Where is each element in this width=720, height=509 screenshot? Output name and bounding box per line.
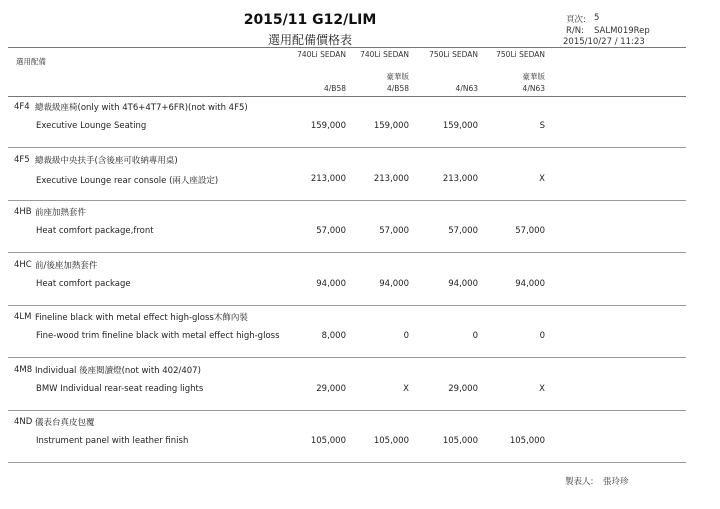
- price-cell: 57,000: [379, 226, 409, 236]
- option-description: Executive Lounge rear console (兩人座設定): [36, 175, 219, 186]
- price-cell: 159,000: [373, 121, 409, 131]
- price-cell: 105,000: [310, 436, 346, 446]
- header-top-rule: [8, 47, 686, 48]
- price-cell: 94,000: [448, 278, 478, 289]
- price-cell: 94,000: [379, 278, 409, 289]
- option-code: 4M8: [14, 364, 33, 375]
- column-edition-label: 豪華版: [386, 72, 409, 81]
- page-number: 5: [594, 13, 600, 23]
- column-edition-label: 豪華版: [522, 72, 545, 81]
- option-category: 儀表台真皮包覆: [35, 418, 95, 428]
- price-cell: 0: [472, 331, 478, 341]
- report-datetime: 2015/10/27 / 11:23: [563, 37, 645, 47]
- price-cell: 159,000: [442, 121, 478, 131]
- prepared-by-label: 製表人:: [565, 477, 594, 487]
- price-cell: 213,000: [373, 173, 409, 184]
- column-engine-label: 4/N63: [455, 84, 478, 93]
- row-divider: [8, 305, 686, 306]
- option-category: Individual 後座閱讀燈(not with 402/407): [35, 365, 201, 376]
- rn-value: SALM019Rep: [594, 26, 650, 36]
- column-engine-label: 4/B58: [387, 84, 409, 93]
- option-code: 4F5: [14, 154, 30, 165]
- price-cell: 213,000: [310, 173, 346, 184]
- option-code: 4HC: [14, 259, 32, 270]
- price-cell: 0: [539, 331, 545, 341]
- option-category: 前/後座加熱套件: [35, 260, 98, 271]
- row-divider: [8, 410, 686, 411]
- price-cell: 29,000: [448, 383, 478, 394]
- price-cell: 29,000: [316, 383, 346, 394]
- option-category: 總裁級座椅(only with 4T6+4T7+6FR)(not with 4F5): [35, 103, 248, 113]
- option-code: 4F4: [14, 102, 30, 112]
- price-cell: 105,000: [373, 436, 409, 446]
- option-description: Fine-wood trim fineline black with metal effect high-gloss: [36, 331, 280, 341]
- column-model-label: 740Li SEDAN: [297, 50, 346, 59]
- row-divider: [8, 357, 686, 358]
- option-description: BMW Individual rear-seat reading lights: [36, 383, 204, 394]
- price-cell: 57,000: [515, 226, 545, 236]
- price-cell: 94,000: [316, 278, 346, 289]
- header-bottom-rule: [8, 96, 686, 97]
- column-model-label: 750Li SEDAN: [429, 50, 478, 59]
- document-subtitle: 選用配備價格表: [267, 33, 352, 47]
- price-cell: 105,000: [442, 436, 478, 446]
- price-cell: 57,000: [316, 226, 346, 236]
- price-cell: S: [539, 121, 545, 131]
- price-cell: 105,000: [509, 436, 545, 446]
- column-engine-label: 4/B58: [324, 84, 346, 93]
- option-category: Fineline black with metal effect high-gloss木飾內裝: [35, 313, 248, 323]
- option-code: 4ND: [14, 417, 33, 427]
- price-cell: 8,000: [321, 331, 346, 341]
- price-cell: X: [539, 173, 545, 184]
- row-divider: [8, 252, 686, 253]
- option-description: Heat comfort package,front: [36, 226, 154, 236]
- option-category: 前座加熱套件: [35, 208, 87, 218]
- price-cell: 0: [403, 331, 409, 341]
- row-divider: [8, 462, 686, 463]
- price-cell: 94,000: [515, 278, 545, 289]
- document-title: 2015/11 G12/LIM: [243, 12, 377, 28]
- column-engine-label: 4/N63: [522, 84, 545, 93]
- option-description: Instrument panel with leather finish: [36, 436, 189, 446]
- column-model-label: 750Li SEDAN: [496, 50, 545, 59]
- price-cell: 213,000: [442, 173, 478, 184]
- price-cell: 159,000: [310, 121, 346, 131]
- row-divider: [8, 200, 686, 201]
- option-code: 4LM: [14, 312, 32, 322]
- page-label: 頁次:: [566, 15, 586, 25]
- option-code: 4HB: [14, 207, 32, 217]
- option-description: Heat comfort package: [36, 278, 131, 289]
- option-category: 總裁級中央扶手(含後座可收納專用桌): [35, 155, 178, 166]
- option-column-header: 選用配備: [16, 57, 46, 66]
- rn-label: R/N:: [566, 26, 584, 36]
- row-divider: [8, 147, 686, 148]
- option-description: Executive Lounge Seating: [36, 121, 147, 131]
- prepared-by-name: 張玲珍: [603, 477, 629, 487]
- price-cell: X: [403, 383, 409, 394]
- price-cell: 57,000: [448, 226, 478, 236]
- column-model-label: 740Li SEDAN: [360, 50, 409, 59]
- price-cell: X: [539, 383, 545, 394]
